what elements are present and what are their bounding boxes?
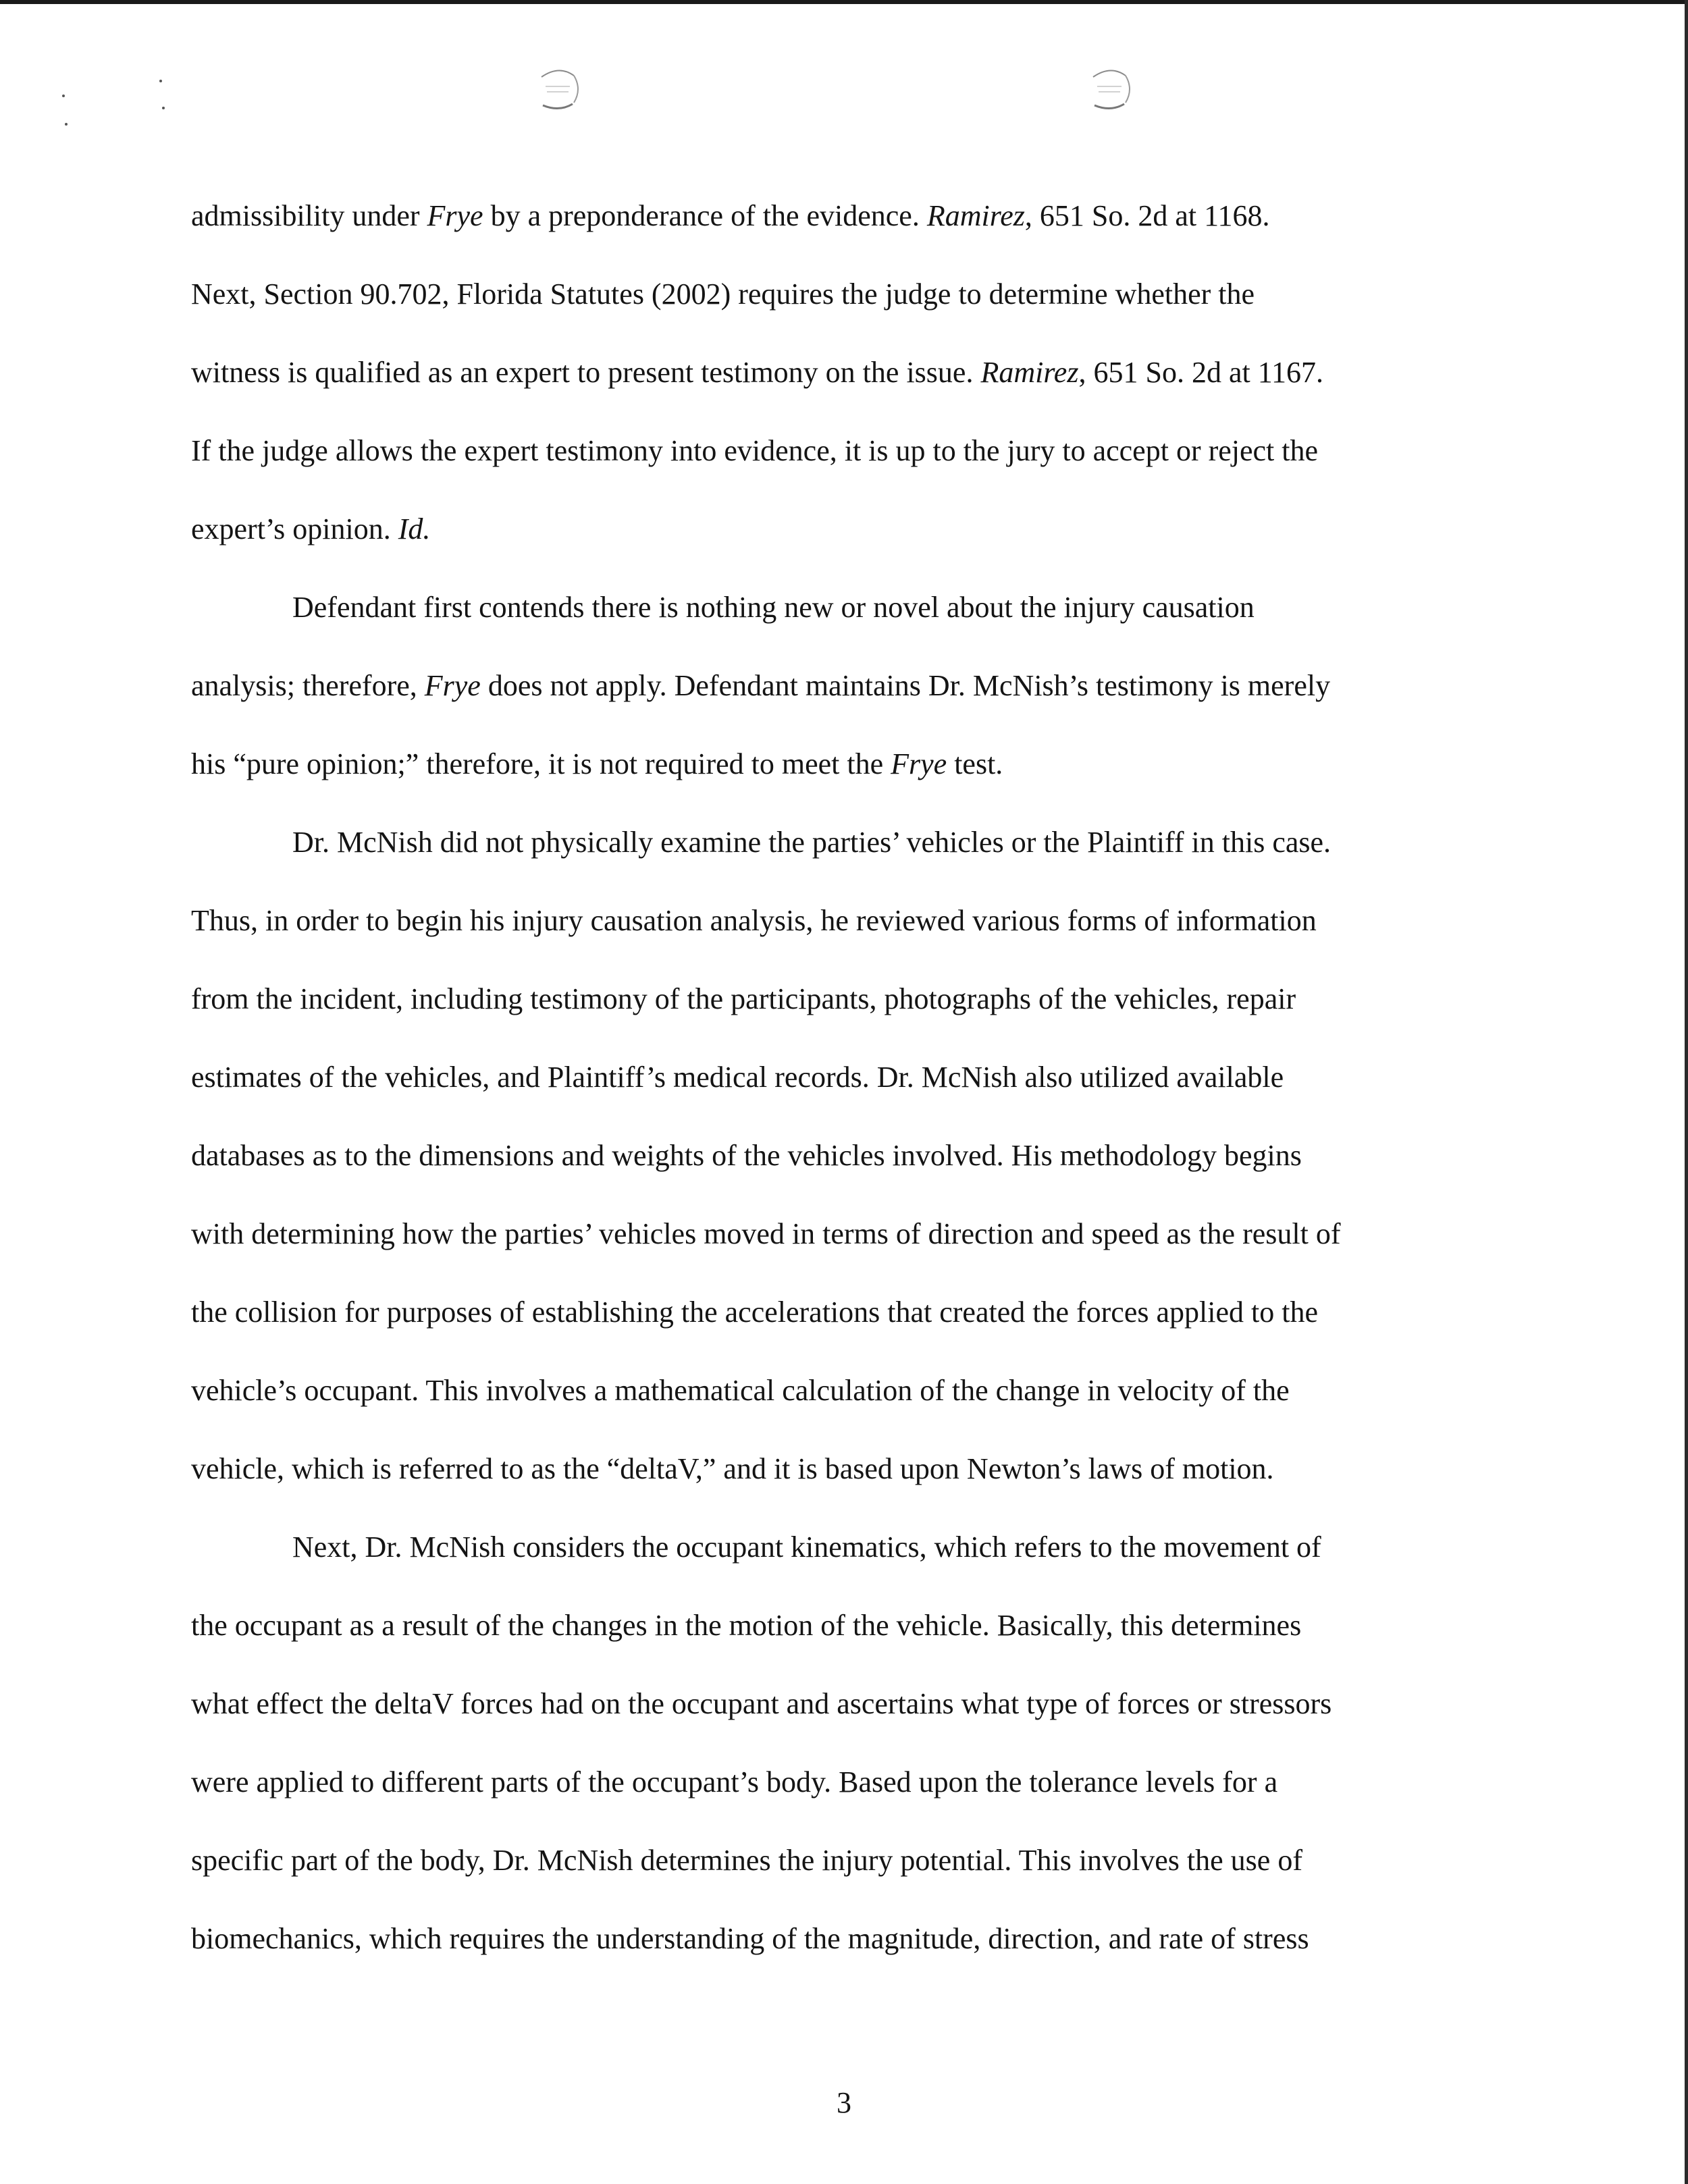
scan-edge-top xyxy=(0,0,1688,4)
case-citation: Ramirez xyxy=(980,356,1079,389)
scan-edge-right xyxy=(1685,0,1688,2184)
case-citation: Frye xyxy=(891,747,947,780)
text-segment: witness is qualified as an expert to present testimony on the issue. xyxy=(191,356,981,389)
scan-speck xyxy=(62,95,65,97)
text-segment: Thus, in order to begin his injury causation analysis, he reviewed various forms of information xyxy=(191,904,1317,937)
document-body xyxy=(191,177,1501,1978)
punch-hole-left-icon xyxy=(532,62,586,116)
text-line xyxy=(191,177,1501,255)
text-segment: his “pure opinion;” therefore, it is not required to meet the xyxy=(191,747,891,780)
text-line xyxy=(191,1587,1501,1665)
scan-speck xyxy=(162,107,165,109)
text-line xyxy=(191,1508,1501,1587)
text-line xyxy=(191,1430,1501,1508)
text-segment: , 651 So. 2d at 1167. xyxy=(1078,356,1324,389)
text-line xyxy=(191,1273,1501,1352)
text-segment: If the judge allows the expert testimony into evidence, it is up to the jury to accept or reject the xyxy=(191,434,1319,467)
text-segment: from the incident, including testimony of the participants, photographs of the vehicles, repair xyxy=(191,982,1296,1015)
text-line xyxy=(191,882,1501,960)
text-line xyxy=(191,568,1501,647)
case-citation: Frye xyxy=(427,199,483,232)
text-line xyxy=(191,1195,1501,1273)
text-segment: databases as to the dimensions and weights of the vehicles involved. His methodology begins xyxy=(191,1139,1302,1172)
text-line xyxy=(191,334,1501,412)
text-segment: vehicle, which is referred to as the “deltaV,” and it is based upon Newton’s laws of motion. xyxy=(191,1452,1274,1485)
text-segment: specific part of the body, Dr. McNish determines the injury potential. This involves the use of xyxy=(191,1844,1302,1877)
text-segment: the occupant as a result of the changes in the motion of the vehicle. Basically, this determines xyxy=(191,1609,1302,1642)
case-citation: Frye xyxy=(424,669,481,702)
text-segment: the collision for purposes of establishing the accelerations that created the forces applied to the xyxy=(191,1296,1318,1329)
text-segment: vehicle’s occupant. This involves a mathematical calculation of the change in velocity of the xyxy=(191,1374,1290,1407)
text-line xyxy=(191,1352,1501,1430)
text-line xyxy=(191,1038,1501,1117)
text-line xyxy=(191,412,1501,490)
text-line xyxy=(191,1900,1501,1978)
text-segment: , 651 So. 2d at 1168. xyxy=(1024,199,1270,232)
text-segment: expert’s opinion. xyxy=(191,512,398,545)
punch-hole-right-icon xyxy=(1084,62,1138,116)
text-line xyxy=(191,490,1501,568)
text-segment: estimates of the vehicles, and Plaintiff’s medical records. Dr. McNish also utilized available xyxy=(191,1061,1284,1094)
text-segment: Defendant first contends there is nothing new or novel about the injury causation xyxy=(292,591,1255,624)
case-citation: Ramirez xyxy=(926,199,1025,232)
text-segment: Dr. McNish did not physically examine the parties’ vehicles or the Plaintiff in this case. xyxy=(292,826,1331,859)
scan-speck xyxy=(159,80,162,82)
text-line xyxy=(191,1821,1501,1900)
text-segment: were applied to different parts of the occupant’s body. Based upon the tolerance levels for a xyxy=(191,1765,1278,1799)
text-segment: with determining how the parties’ vehicles moved in terms of direction and speed as the result of xyxy=(191,1217,1341,1250)
text-line xyxy=(191,255,1501,334)
text-line xyxy=(191,1743,1501,1821)
text-line xyxy=(191,725,1501,803)
text-segment: test. xyxy=(947,747,1003,780)
text-segment: Next, Dr. McNish considers the occupant kinematics, which refers to the movement of xyxy=(292,1530,1321,1564)
case-citation: Id. xyxy=(398,512,431,545)
text-segment: what effect the deltaV forces had on the occupant and ascertains what type of forces or stressors xyxy=(191,1687,1332,1720)
text-segment: Next, Section 90.702, Florida Statutes (2002) requires the judge to determine whether the xyxy=(191,277,1255,311)
text-segment: analysis; therefore, xyxy=(191,669,425,702)
text-line xyxy=(191,647,1501,725)
text-segment: biomechanics, which requires the understanding of the magnitude, direction, and rate of stress xyxy=(191,1922,1309,1955)
text-segment: admissibility under xyxy=(191,199,427,232)
page-number: 3 xyxy=(837,2086,851,2119)
scan-speck xyxy=(65,123,68,126)
text-line xyxy=(191,803,1501,882)
text-line xyxy=(191,1665,1501,1743)
text-segment: by a preponderance of the evidence. xyxy=(483,199,927,232)
text-line xyxy=(191,1117,1501,1195)
text-segment: does not apply. Defendant maintains Dr. McNish’s testimony is merely xyxy=(480,669,1331,702)
text-line xyxy=(191,960,1501,1038)
